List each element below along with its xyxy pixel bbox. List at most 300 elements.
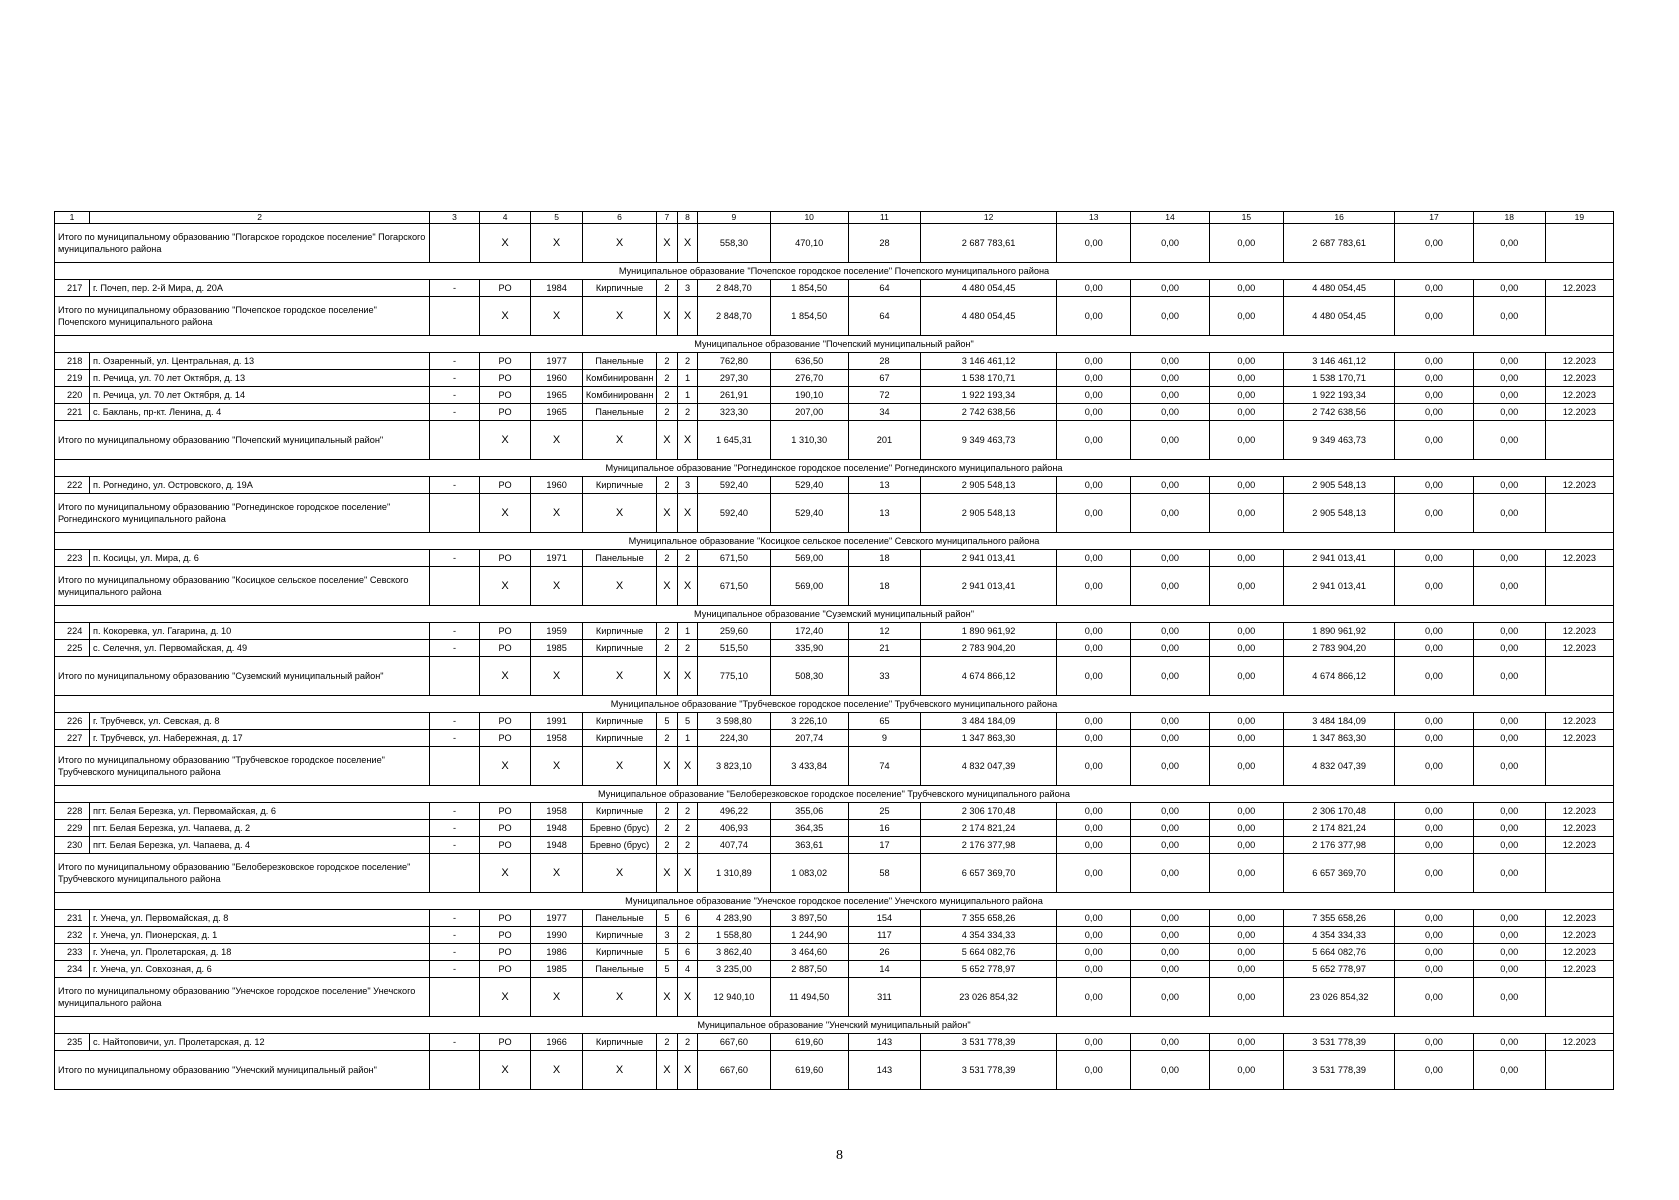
table-cell: 592,40 xyxy=(698,477,770,494)
table-cell: 1 538 170,71 xyxy=(921,370,1057,387)
column-number-cell: 8 xyxy=(677,212,698,224)
housing-program-table xyxy=(54,211,1614,1090)
table-cell: 2 887,50 xyxy=(770,961,848,978)
table-cell: 0,00 xyxy=(1473,657,1545,696)
table-cell: 3 531 778,39 xyxy=(921,1051,1057,1090)
table-cell: 2 xyxy=(657,623,678,640)
table-cell: 1960 xyxy=(531,370,583,387)
table-cell: 0,00 xyxy=(1057,421,1131,460)
table-row xyxy=(55,713,1614,730)
empty-cell xyxy=(430,747,479,786)
empty-cell xyxy=(430,224,479,263)
table-cell: 2 687 783,61 xyxy=(921,224,1057,263)
table-cell: 0,00 xyxy=(1395,837,1473,854)
table-cell: - xyxy=(430,370,479,387)
empty-cell xyxy=(430,297,479,336)
table-cell: 1 xyxy=(677,623,698,640)
section-heading: Муниципальное образование "Трубчевское городское поселение" Трубчевского муниципального района xyxy=(55,696,1614,713)
table-cell: 0,00 xyxy=(1209,713,1283,730)
table-cell: 0,00 xyxy=(1395,1034,1473,1051)
table-cell: 2 xyxy=(657,803,678,820)
table-cell: 0,00 xyxy=(1131,803,1209,820)
table-cell: 0,00 xyxy=(1209,820,1283,837)
table-cell: 0,00 xyxy=(1209,657,1283,696)
table-cell: 33 xyxy=(848,657,920,696)
table-cell: 0,00 xyxy=(1209,837,1283,854)
table-cell: 1965 xyxy=(531,387,583,404)
table-cell: 1 922 193,34 xyxy=(1283,387,1394,404)
empty-cell xyxy=(1545,421,1613,460)
table-cell: 2 905 548,13 xyxy=(1283,494,1394,533)
section-heading-row xyxy=(55,263,1614,280)
table-cell: X xyxy=(582,224,656,263)
table-cell: РО xyxy=(479,387,531,404)
table-cell: РО xyxy=(479,1034,531,1051)
table-cell: 11 494,50 xyxy=(770,978,848,1017)
table-cell: 0,00 xyxy=(1131,713,1209,730)
table-cell: 2 848,70 xyxy=(698,280,770,297)
table-cell: 4 832 047,39 xyxy=(1283,747,1394,786)
table-cell: 1977 xyxy=(531,910,583,927)
table-row xyxy=(55,803,1614,820)
table-cell: 0,00 xyxy=(1395,623,1473,640)
table-cell: Кирпичные xyxy=(582,944,656,961)
table-row xyxy=(55,640,1614,657)
table-cell: 2 176 377,98 xyxy=(1283,837,1394,854)
table-cell: 3 484 184,09 xyxy=(1283,713,1394,730)
column-number-cell: 10 xyxy=(770,212,848,224)
table-cell: X xyxy=(582,421,656,460)
table-cell: - xyxy=(430,550,479,567)
column-number-cell: 14 xyxy=(1131,212,1209,224)
section-heading: Муниципальное образование "Косицкое сельское поселение" Севского муниципального района xyxy=(55,533,1614,550)
table-cell: 2 xyxy=(657,370,678,387)
table-cell: 1960 xyxy=(531,477,583,494)
table-cell: X xyxy=(582,978,656,1017)
table-cell: 12.2023 xyxy=(1545,961,1613,978)
table-cell: 225 xyxy=(55,640,90,657)
table-cell: X xyxy=(657,854,678,893)
table-cell: 4 xyxy=(677,961,698,978)
table-cell: 0,00 xyxy=(1473,854,1545,893)
table-cell: 2 742 638,56 xyxy=(921,404,1057,421)
table-cell: 2 174 821,24 xyxy=(921,820,1057,837)
table-cell: 0,00 xyxy=(1057,623,1131,640)
table-cell: 3 464,60 xyxy=(770,944,848,961)
table-cell: 117 xyxy=(848,927,920,944)
table-cell: 3 484 184,09 xyxy=(921,713,1057,730)
total-row xyxy=(55,297,1614,336)
section-heading-row xyxy=(55,786,1614,803)
table-cell: РО xyxy=(479,550,531,567)
table-cell: 2 941 013,41 xyxy=(921,567,1057,606)
table-cell: 12.2023 xyxy=(1545,820,1613,837)
table-cell: X xyxy=(657,297,678,336)
table-cell: 0,00 xyxy=(1395,961,1473,978)
table-cell: 9 349 463,73 xyxy=(921,421,1057,460)
table-cell: 2 687 783,61 xyxy=(1283,224,1394,263)
table-cell: 0,00 xyxy=(1395,730,1473,747)
table-cell: 2 xyxy=(657,820,678,837)
empty-cell xyxy=(430,978,479,1017)
table-cell: 2 742 638,56 xyxy=(1283,404,1394,421)
table-cell: 0,00 xyxy=(1131,477,1209,494)
table-cell: 5 xyxy=(657,713,678,730)
table-cell: 0,00 xyxy=(1131,421,1209,460)
table-cell: 16 xyxy=(848,820,920,837)
table-cell: 1965 xyxy=(531,404,583,421)
table-cell: 12.2023 xyxy=(1545,713,1613,730)
table-cell: 0,00 xyxy=(1057,944,1131,961)
table-cell: 0,00 xyxy=(1395,1051,1473,1090)
table-cell: 0,00 xyxy=(1209,927,1283,944)
table-cell: 1 347 863,30 xyxy=(1283,730,1394,747)
table-cell: X xyxy=(479,494,531,533)
table-cell: 0,00 xyxy=(1057,910,1131,927)
table-cell: X xyxy=(531,297,583,336)
table-cell: 12.2023 xyxy=(1545,927,1613,944)
table-cell: 0,00 xyxy=(1131,567,1209,606)
table-cell: 6 xyxy=(677,944,698,961)
table-cell: 228 xyxy=(55,803,90,820)
total-row xyxy=(55,978,1614,1017)
table-cell: 2 xyxy=(677,550,698,567)
column-number-cell: 19 xyxy=(1545,212,1613,224)
table-cell: 3 226,10 xyxy=(770,713,848,730)
table-cell: 0,00 xyxy=(1473,1051,1545,1090)
table-cell: 0,00 xyxy=(1395,657,1473,696)
table-cell: 218 xyxy=(55,353,90,370)
table-cell: 12.2023 xyxy=(1545,404,1613,421)
table-cell: 4 674 866,12 xyxy=(921,657,1057,696)
section-heading-row xyxy=(55,460,1614,477)
table-cell: п. Речица, ул. 70 лет Октября, д. 14 xyxy=(90,387,430,404)
table-cell: 12 xyxy=(848,623,920,640)
table-cell: 3 xyxy=(677,280,698,297)
table-cell: X xyxy=(479,224,531,263)
table-cell: пгт. Белая Березка, ул. Первомайская, д. 6 xyxy=(90,803,430,820)
table-cell: 12.2023 xyxy=(1545,837,1613,854)
table-cell: X xyxy=(479,1051,531,1090)
table-cell: г. Трубчевск, ул. Севская, д. 8 xyxy=(90,713,430,730)
table-cell: 0,00 xyxy=(1057,370,1131,387)
column-number-cell: 15 xyxy=(1209,212,1283,224)
table-cell: 6 657 369,70 xyxy=(921,854,1057,893)
table-cell: РО xyxy=(479,803,531,820)
table-cell: 12.2023 xyxy=(1545,623,1613,640)
table-cell: 2 xyxy=(677,927,698,944)
table-row xyxy=(55,623,1614,640)
table-cell: X xyxy=(677,747,698,786)
table-cell: 775,10 xyxy=(698,657,770,696)
table-cell: 0,00 xyxy=(1209,961,1283,978)
table-cell: 2 xyxy=(677,837,698,854)
table-cell: 231 xyxy=(55,910,90,927)
table-cell: 67 xyxy=(848,370,920,387)
table-row xyxy=(55,961,1614,978)
table-cell: 261,91 xyxy=(698,387,770,404)
table-cell: 1 890 961,92 xyxy=(921,623,1057,640)
table-cell: 1 244,90 xyxy=(770,927,848,944)
table-cell: 2 xyxy=(657,353,678,370)
table-cell: 529,40 xyxy=(770,477,848,494)
section-heading-row xyxy=(55,606,1614,623)
table-cell: 0,00 xyxy=(1057,297,1131,336)
table-cell: 219 xyxy=(55,370,90,387)
table-cell: 0,00 xyxy=(1395,713,1473,730)
table-cell: 190,10 xyxy=(770,387,848,404)
table-cell: 0,00 xyxy=(1395,404,1473,421)
page-number: 8 xyxy=(836,1148,843,1163)
total-label: Итого по муниципальному образованию "Трубчевское городское поселение" Трубчевского муниципального района xyxy=(55,747,430,786)
empty-cell xyxy=(1545,747,1613,786)
table-cell: 14 xyxy=(848,961,920,978)
table-cell: РО xyxy=(479,404,531,421)
table-cell: 0,00 xyxy=(1395,280,1473,297)
table-cell: 470,10 xyxy=(770,224,848,263)
table-cell: 217 xyxy=(55,280,90,297)
empty-cell xyxy=(1545,854,1613,893)
table-cell: 1 890 961,92 xyxy=(1283,623,1394,640)
table-cell: - xyxy=(430,803,479,820)
table-cell: 12.2023 xyxy=(1545,370,1613,387)
table-cell: 0,00 xyxy=(1057,657,1131,696)
table-cell: 0,00 xyxy=(1395,224,1473,263)
table-cell: X xyxy=(479,747,531,786)
table-cell: 0,00 xyxy=(1057,404,1131,421)
column-number-cell: 5 xyxy=(531,212,583,224)
table-cell: 0,00 xyxy=(1209,353,1283,370)
table-cell: 23 026 854,32 xyxy=(1283,978,1394,1017)
table-cell: с. Селечня, ул. Первомайская, д. 49 xyxy=(90,640,430,657)
table-cell: 12.2023 xyxy=(1545,550,1613,567)
section-heading: Муниципальное образование "Рогнединское городское поселение" Рогнединского муниципального района xyxy=(55,460,1614,477)
table-cell: 0,00 xyxy=(1131,370,1209,387)
table-cell: 0,00 xyxy=(1473,494,1545,533)
table-cell: 0,00 xyxy=(1209,803,1283,820)
table-cell: X xyxy=(677,1051,698,1090)
table-cell: 224,30 xyxy=(698,730,770,747)
table-cell: 0,00 xyxy=(1473,944,1545,961)
table-cell: 667,60 xyxy=(698,1034,770,1051)
table-cell: 2 306 170,48 xyxy=(921,803,1057,820)
table-cell: РО xyxy=(479,910,531,927)
table-cell: 5 652 778,97 xyxy=(921,961,1057,978)
table-cell: 355,06 xyxy=(770,803,848,820)
total-row xyxy=(55,224,1614,263)
table-cell: 0,00 xyxy=(1131,640,1209,657)
table-cell: X xyxy=(479,297,531,336)
table-cell: 0,00 xyxy=(1131,550,1209,567)
table-cell: X xyxy=(677,494,698,533)
table-cell: 0,00 xyxy=(1209,404,1283,421)
table-cell: 0,00 xyxy=(1209,224,1283,263)
column-number-cell: 6 xyxy=(582,212,656,224)
table-cell: г. Трубчевск, ул. Набережная, д. 17 xyxy=(90,730,430,747)
total-row xyxy=(55,747,1614,786)
table-cell: 0,00 xyxy=(1209,421,1283,460)
table-cell: 2 xyxy=(657,280,678,297)
table-cell: 201 xyxy=(848,421,920,460)
table-cell: 0,00 xyxy=(1131,910,1209,927)
table-cell: 0,00 xyxy=(1209,297,1283,336)
table-cell: 2 941 013,41 xyxy=(921,550,1057,567)
section-heading: Муниципальное образование "Унечское городское поселение" Унечского муниципального района xyxy=(55,893,1614,910)
table-cell: 323,30 xyxy=(698,404,770,421)
table-cell: X xyxy=(657,1051,678,1090)
table-cell: 3 531 778,39 xyxy=(921,1034,1057,1051)
table-cell: 0,00 xyxy=(1473,927,1545,944)
table-cell: X xyxy=(531,657,583,696)
table-cell: 1 xyxy=(677,730,698,747)
table-cell: 0,00 xyxy=(1395,927,1473,944)
section-heading-row xyxy=(55,1017,1614,1034)
table-cell: X xyxy=(677,567,698,606)
table-cell: 12.2023 xyxy=(1545,477,1613,494)
table-cell: X xyxy=(657,421,678,460)
table-cell: 0,00 xyxy=(1395,640,1473,657)
table-cell: 64 xyxy=(848,297,920,336)
table-cell: X xyxy=(582,297,656,336)
table-cell: 0,00 xyxy=(1473,1034,1545,1051)
table-cell: 223 xyxy=(55,550,90,567)
table-cell: X xyxy=(479,657,531,696)
table-cell: 0,00 xyxy=(1473,730,1545,747)
table-cell: 496,22 xyxy=(698,803,770,820)
table-cell: 2 xyxy=(657,477,678,494)
table-cell: РО xyxy=(479,944,531,961)
table-cell: 0,00 xyxy=(1473,404,1545,421)
table-cell: 12.2023 xyxy=(1545,387,1613,404)
table-cell: 12.2023 xyxy=(1545,640,1613,657)
table-cell: 12.2023 xyxy=(1545,910,1613,927)
table-cell: 1 310,30 xyxy=(770,421,848,460)
table-cell: 5 xyxy=(677,713,698,730)
table-cell: X xyxy=(531,978,583,1017)
table-cell: Кирпичные xyxy=(582,623,656,640)
table-cell: 0,00 xyxy=(1131,387,1209,404)
table-cell: - xyxy=(430,640,479,657)
table-cell: 0,00 xyxy=(1057,640,1131,657)
table-cell: 0,00 xyxy=(1057,837,1131,854)
column-number-cell: 3 xyxy=(430,212,479,224)
section-heading: Муниципальное образование "Суземский муниципальный район" xyxy=(55,606,1614,623)
total-label: Итого по муниципальному образованию "Погарское городское поселение" Погарского муниципального района xyxy=(55,224,430,263)
table-cell: 667,60 xyxy=(698,1051,770,1090)
table-cell: X xyxy=(677,657,698,696)
table-cell: 671,50 xyxy=(698,567,770,606)
table-cell: 0,00 xyxy=(1209,477,1283,494)
table-cell: 2 xyxy=(677,803,698,820)
table-cell: X xyxy=(582,1051,656,1090)
table-cell: 7 355 658,26 xyxy=(921,910,1057,927)
table-cell: 259,60 xyxy=(698,623,770,640)
empty-cell xyxy=(430,567,479,606)
table-cell: - xyxy=(430,713,479,730)
table-cell: 762,80 xyxy=(698,353,770,370)
table-cell: 0,00 xyxy=(1131,657,1209,696)
table-cell: - xyxy=(430,623,479,640)
table-cell: 0,00 xyxy=(1473,820,1545,837)
table-cell: 74 xyxy=(848,747,920,786)
table-cell: РО xyxy=(479,927,531,944)
table-cell: 0,00 xyxy=(1131,730,1209,747)
table-cell: X xyxy=(677,297,698,336)
table-cell: 0,00 xyxy=(1395,803,1473,820)
table-cell: 0,00 xyxy=(1473,837,1545,854)
table-cell: 0,00 xyxy=(1473,421,1545,460)
table-cell: 0,00 xyxy=(1473,567,1545,606)
column-number-row xyxy=(55,212,1614,224)
table-cell: 0,00 xyxy=(1395,820,1473,837)
table-cell: 6 657 369,70 xyxy=(1283,854,1394,893)
table-row xyxy=(55,910,1614,927)
table-cell: 3 146 461,12 xyxy=(1283,353,1394,370)
table-cell: 207,74 xyxy=(770,730,848,747)
table-cell: РО xyxy=(479,713,531,730)
table-cell: 13 xyxy=(848,477,920,494)
column-number-cell: 12 xyxy=(921,212,1057,224)
table-cell: X xyxy=(479,567,531,606)
table-cell: г. Унеча, ул. Совхозная, д. 6 xyxy=(90,961,430,978)
table-cell: - xyxy=(430,820,479,837)
table-cell: 558,30 xyxy=(698,224,770,263)
table-cell: 0,00 xyxy=(1473,910,1545,927)
table-cell: X xyxy=(582,657,656,696)
table-cell: 335,90 xyxy=(770,640,848,657)
table-cell: 232 xyxy=(55,927,90,944)
table-cell: г. Унеча, ул. Первомайская, д. 8 xyxy=(90,910,430,927)
section-heading-row xyxy=(55,893,1614,910)
table-cell: 0,00 xyxy=(1131,1034,1209,1051)
table-cell: 1 922 193,34 xyxy=(921,387,1057,404)
table-cell: X xyxy=(677,224,698,263)
table-cell: 3 235,00 xyxy=(698,961,770,978)
table-cell: РО xyxy=(479,837,531,854)
table-cell: 9 349 463,73 xyxy=(1283,421,1394,460)
table-cell: РО xyxy=(479,477,531,494)
table-cell: 3 433,84 xyxy=(770,747,848,786)
table-cell: X xyxy=(677,854,698,893)
table-cell: 569,00 xyxy=(770,567,848,606)
total-label: Итого по муниципальному образованию "Почепское городское поселение" Почепского муниципального района xyxy=(55,297,430,336)
column-number-cell: 18 xyxy=(1473,212,1545,224)
table-cell: 12 940,10 xyxy=(698,978,770,1017)
table-cell: 234 xyxy=(55,961,90,978)
table-cell: 230 xyxy=(55,837,90,854)
table-cell: X xyxy=(531,854,583,893)
table-cell: 407,74 xyxy=(698,837,770,854)
table-cell: 25 xyxy=(848,803,920,820)
table-cell: РО xyxy=(479,280,531,297)
table-cell: X xyxy=(479,978,531,1017)
table-cell: X xyxy=(657,567,678,606)
table-cell: 0,00 xyxy=(1057,280,1131,297)
table-row xyxy=(55,280,1614,297)
empty-cell xyxy=(1545,224,1613,263)
table-cell: X xyxy=(479,421,531,460)
table-cell: пгт. Белая Березка, ул. Чапаева, д. 4 xyxy=(90,837,430,854)
table-cell: г. Унеча, ул. Пионерская, д. 1 xyxy=(90,927,430,944)
table-cell: 143 xyxy=(848,1051,920,1090)
empty-cell xyxy=(1545,657,1613,696)
table-cell: 0,00 xyxy=(1473,713,1545,730)
table-cell: 18 xyxy=(848,550,920,567)
table-cell: 1 xyxy=(677,370,698,387)
table-cell: 12.2023 xyxy=(1545,280,1613,297)
table-cell: 0,00 xyxy=(1057,927,1131,944)
table-cell: X xyxy=(582,854,656,893)
